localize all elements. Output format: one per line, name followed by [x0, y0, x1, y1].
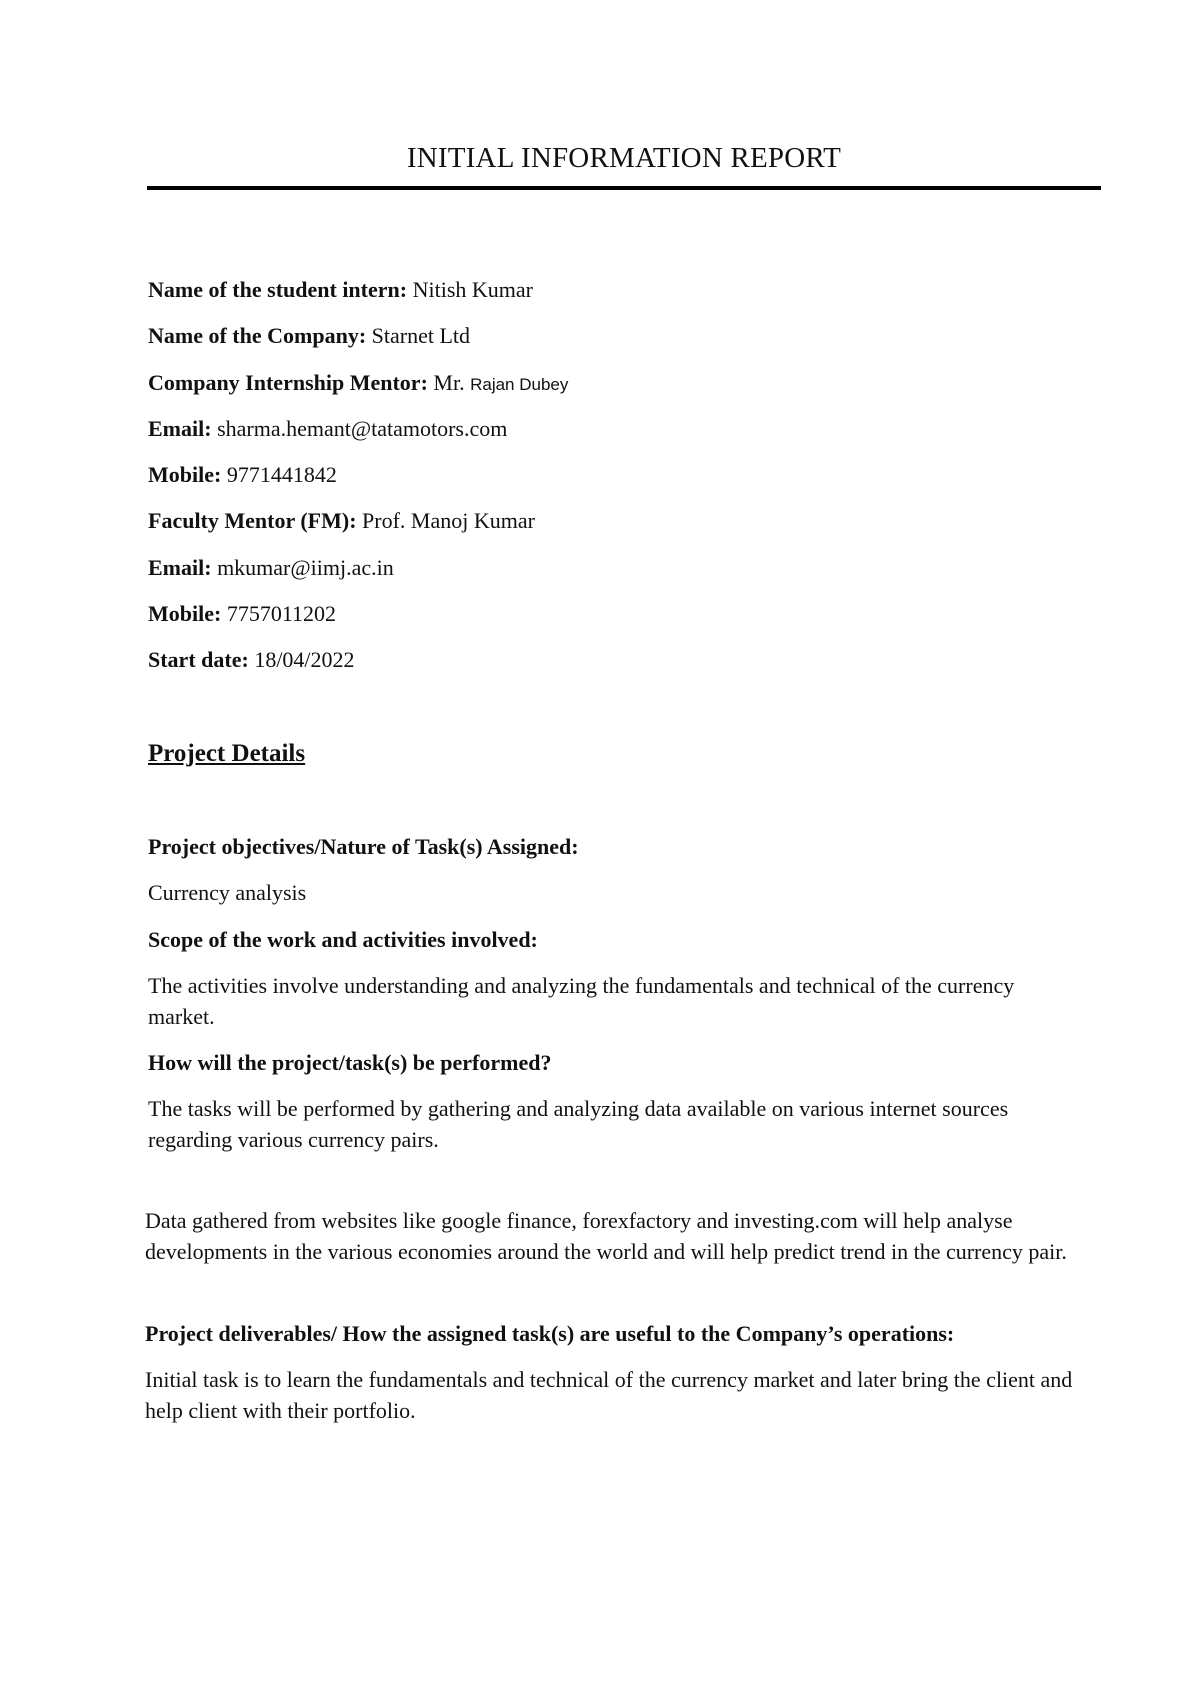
info-label: Email:	[148, 554, 212, 580]
deliverables-answer: Initial task is to learn the fundamentals and technical of the currency market and later bring the client and help client with their portfolio.	[145, 1367, 1073, 1423]
info-row-company	[148, 320, 1088, 366]
info-value: Prof. Manoj Kumar	[362, 508, 535, 534]
info-row-faculty-mentor	[148, 505, 1088, 551]
info-label: Name of the Company:	[148, 323, 367, 349]
info-row-faculty-mobile	[148, 598, 1088, 644]
how-question: How will the project/task(s) be performed?	[148, 1050, 552, 1075]
deliverables-question: Project deliverables/ How the assigned task(s) are useful to the Company’s operations:	[145, 1321, 955, 1346]
info-value: mkumar@iimj.ac.in	[217, 554, 394, 580]
info-label: Company Internship Mentor:	[148, 369, 428, 395]
info-label: Mobile:	[148, 462, 222, 488]
info-label: Email:	[148, 415, 212, 441]
info-value: Nitish Kumar	[412, 277, 533, 302]
intern-info-list	[148, 274, 1088, 691]
info-row-company-mobile	[148, 459, 1088, 505]
info-row-company-mentor	[148, 367, 1088, 413]
objectives-question: Project objectives/Nature of Task(s) Assigned:	[148, 834, 579, 859]
scope-answer: The activities involve understanding and analyzing the fundamentals and technical of the currency market.	[148, 973, 1015, 1029]
info-value: 18/04/2022	[254, 647, 355, 673]
info-value: sharma.hemant@tatamotors.com	[217, 415, 508, 441]
info-value: 7757011202	[226, 601, 337, 627]
info-label: Mobile:	[148, 601, 222, 627]
info-value: 9771441842	[226, 462, 337, 488]
data-sources-paragraph: Data gathered from websites like google finance, forexfactory and investing.com will help analyse developments in the various economies around the world and will help predict trend in the currency pair.	[145, 1208, 1067, 1264]
scope-question: Scope of the work and activities involved:	[148, 927, 538, 952]
info-value: Mr.	[433, 369, 465, 395]
info-value: Starnet Ltd	[371, 323, 471, 349]
info-row-faculty-email	[148, 552, 1088, 598]
info-label: Start date:	[148, 647, 249, 673]
project-details-heading: Project Details	[148, 740, 306, 767]
info-row-company-email	[148, 413, 1088, 459]
info-row-student-intern	[148, 274, 1088, 320]
info-label: Faculty Mentor (FM):	[148, 508, 357, 534]
how-answer: The tasks will be performed by gathering and analyzing data available on various internet sources regarding various currency pairs.	[148, 1096, 1009, 1152]
info-row-start-date	[148, 644, 1088, 690]
info-value-mentor-name: Rajan Dubey	[470, 374, 569, 394]
title-underline-rule	[147, 186, 1101, 190]
report-title: INITIAL INFORMATION REPORT	[406, 142, 842, 174]
objectives-answer: Currency analysis	[148, 880, 307, 905]
info-label: Name of the student intern:	[148, 277, 408, 302]
